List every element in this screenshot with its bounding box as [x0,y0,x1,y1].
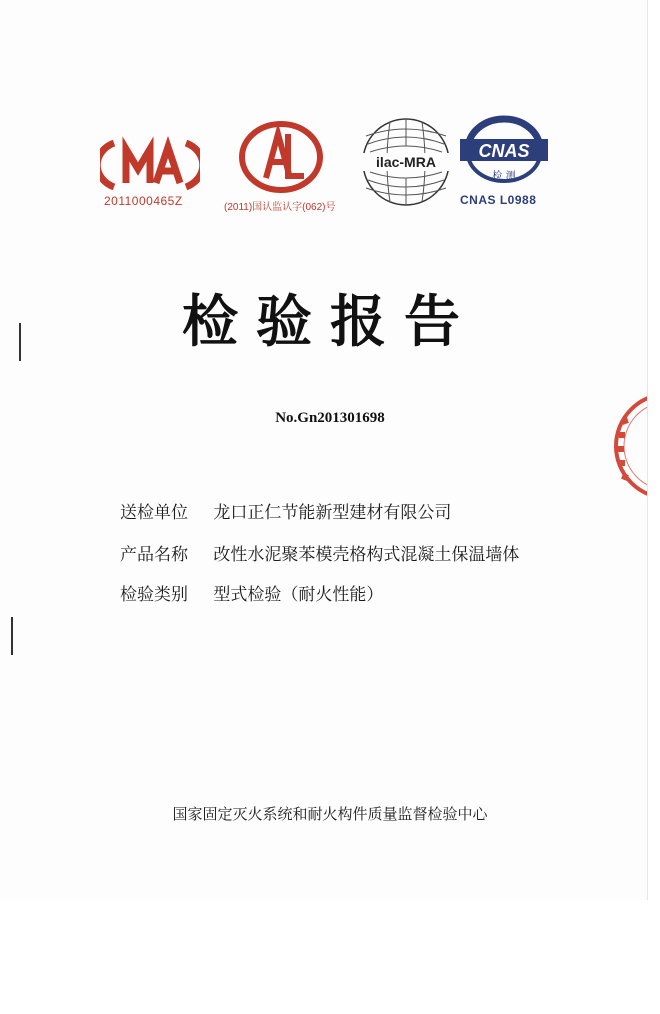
field-label: 检验类别 [120,585,188,605]
cal-logo [238,120,324,194]
official-seal-partial [608,388,647,508]
seal-stamp-icon [608,388,647,504]
svg-text:CNAS: CNAS [478,141,530,161]
svg-text:ilac-MRA: ilac-MRA [376,154,436,170]
cnas-mark-icon [456,113,552,185]
field-test-category [120,580,383,605]
svg-text:检 测: 检 测 [492,171,516,182]
field-value: 改性水泥聚苯模壳格构式混凝土保温墙体 [213,545,520,565]
field-product-name [120,540,519,565]
cal-mark-icon [238,120,324,194]
ilac-globe-icon [360,116,452,208]
cal-code: (2011)国认监认字(062)号 [224,202,336,213]
field-submitting-unit [120,498,451,523]
field-value: 龙口正仁节能新型建材有限公司 [213,503,452,523]
field-label: 产品名称 [120,545,188,565]
report-title: 检验报告 [182,290,478,355]
binding-mark-bottom [11,617,13,655]
cma-code: 2011000465Z [104,194,183,208]
ilac-mra-logo [360,116,452,208]
cnas-logo [456,113,552,185]
cma-logo [100,135,200,195]
binding-mark-top [19,323,21,361]
field-value: 型式检验（耐火性能） [213,585,384,605]
cnas-code: CNAS L0988 [460,193,537,207]
field-label: 送检单位 [120,503,188,523]
issuing-center: 国家固定灭火系统和耐火构件质量监督检验中心 [172,805,488,823]
report-number: No.Gn201301698 [275,410,385,426]
cma-mark-icon [100,135,200,195]
